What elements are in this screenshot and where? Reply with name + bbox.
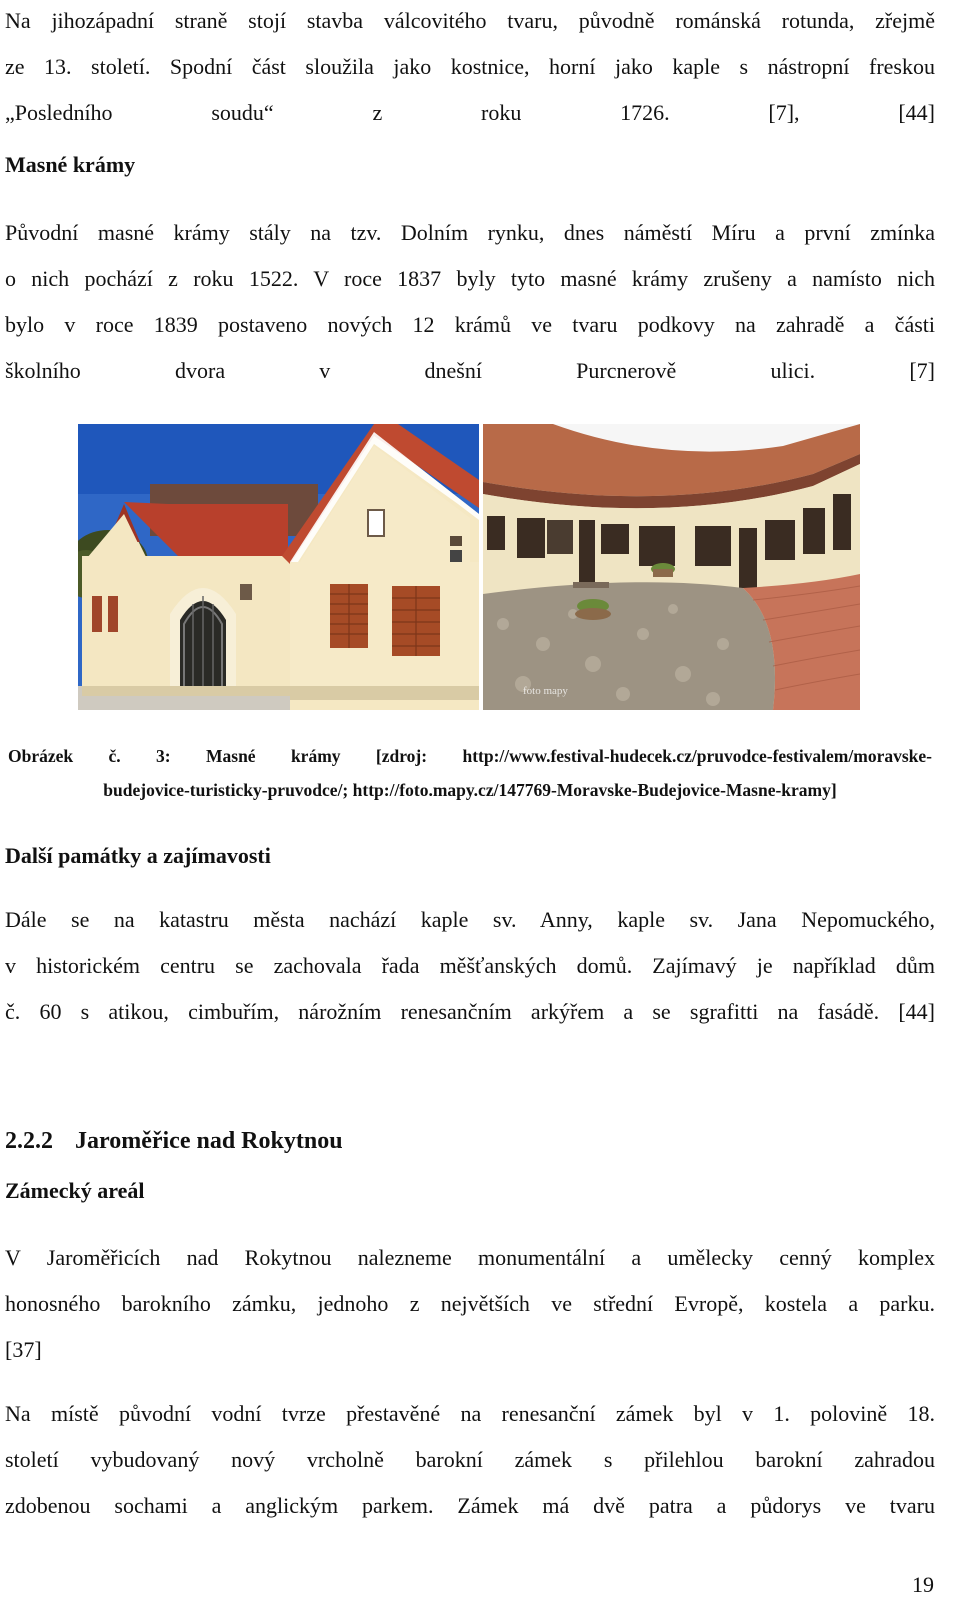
heading-zamecky-areal: Zámecký areál — [5, 1178, 145, 1203]
photo-courtyard — [483, 424, 860, 710]
text-line: o nich pochází z roku 1522. V roce 1837 byly tyto masné krámy zrušeny a namísto nich — [5, 266, 935, 291]
text-line: [37] — [5, 1337, 42, 1362]
photo-courtyard-drawing — [483, 424, 860, 710]
photo-street-facade-drawing — [78, 424, 479, 710]
paragraph-zamecky-areal — [5, 1235, 935, 1373]
paragraph-rotunda — [5, 0, 935, 136]
text-line: školního dvora v dnešní Purcnerově ulici. [7] — [5, 358, 935, 383]
text-line: Na jihozápadní straně stojí stavba válcovitého tvaru, původně románská rotunda, zřejmě — [5, 8, 935, 33]
photo-street-facade — [78, 424, 479, 710]
figure-caption — [8, 746, 932, 814]
text-line: V Jaroměřicích nad Rokytnou nalezneme monumentální a umělecky cenný komplex — [5, 1245, 935, 1270]
paragraph-dalsi-pamatky — [5, 897, 935, 1035]
text-line: bylo v roce 1839 postaveno nových 12 krámů ve tvaru podkovy na zahradě a části — [5, 312, 935, 337]
text-line: „Posledního soudu“ z roku 1726. [7], [44] — [5, 100, 935, 125]
text-line: v historickém centru se zachovala řada měšťanských domů. Zajímavý je například dům — [5, 953, 935, 978]
photo-watermark: foto mapy — [523, 685, 568, 697]
caption-line-2: budejovice-turisticky-pruvodce/; http://foto.mapy.cz/147769-Moravske-Budejovice-Masne-kramy] — [103, 780, 837, 800]
figure-masne-kramy — [78, 424, 860, 710]
text-line: ze 13. století. Spodní část sloužila jako kostnice, horní jako kaple s nástropní freskou — [5, 54, 935, 79]
text-line: č. 60 s atikou, cimbuřím, nárožním renesančním arkýřem a se sgrafitti na fasádě. [44] — [5, 999, 935, 1024]
text-line: honosného barokního zámku, jednoho z největších ve střední Evropě, kostela a parku. — [5, 1291, 935, 1316]
page-number: 19 — [912, 1572, 934, 1597]
heading-masne-kramy: Masné krámy — [5, 152, 136, 177]
section-number: 2.2.2 — [5, 1128, 53, 1154]
text-line: zdobenou sochami a anglickým parkem. Zámek má dvě patra a půdorys ve tvaru — [5, 1493, 935, 1518]
text-line: Původní masné krámy stály na tzv. Dolním rynku, dnes náměstí Míru a první zmínka — [5, 220, 935, 245]
text-line: Na místě původní vodní tvrze přestavěné na renesanční zámek byl v 1. polovině 18. — [5, 1401, 935, 1426]
caption-line-1: Obrázek č. 3: Masné krámy [zdroj: http://www.festival-hudecek.cz/pruvodce-festivalem/moravske- — [8, 746, 932, 766]
paragraph-zamek-historie — [5, 1391, 935, 1529]
heading-dalsi-pamatky: Další památky a zajímavosti — [5, 843, 271, 868]
text-line: Dále se na katastru města nachází kaple sv. Anny, kaple sv. Jana Nepomuckého, — [5, 907, 935, 932]
text-line: století vybudovaný nový vrcholně barokní zámek s přilehlou barokní zahradou — [5, 1447, 935, 1472]
section-heading — [5, 1128, 935, 1155]
paragraph-masne-kramy — [5, 210, 935, 394]
section-title: Jaroměřice nad Rokytnou — [75, 1128, 343, 1154]
